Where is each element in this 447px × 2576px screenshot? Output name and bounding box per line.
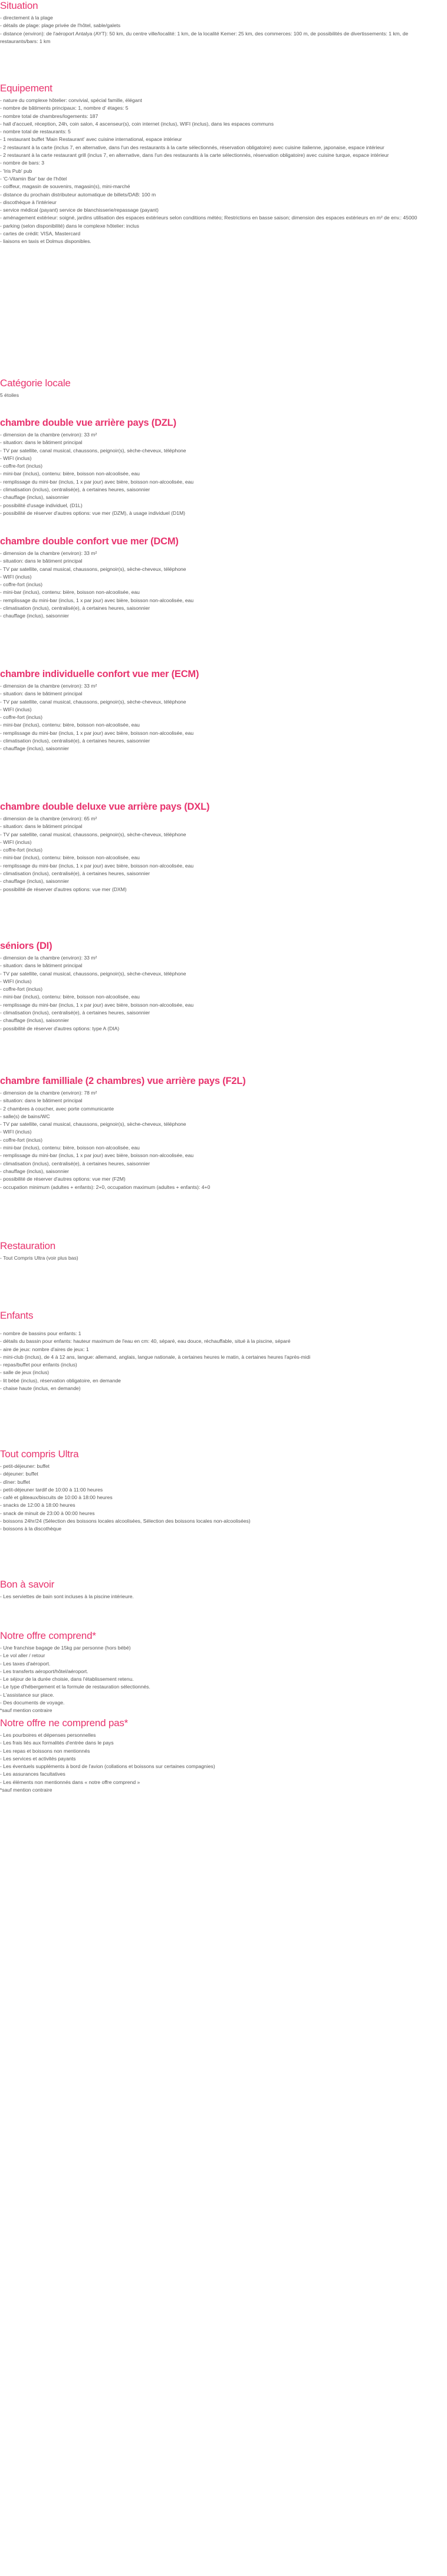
text-line: - climatisation (inclus), centralisé(e), à certaines heures, saisonnier bbox=[0, 1010, 150, 1016]
text-line: - situation: dans le bâtiment principal bbox=[0, 558, 83, 564]
text-line: - boissons 24hr/24 (Sélection des boissons locales alcoolisées, Sélection des boissons locales non-alcoolisées) bbox=[0, 1518, 251, 1524]
text-line: - Une franchise bagage de 15kg par personne (hors bébé) bbox=[0, 1645, 131, 1651]
room-di-section bbox=[0, 940, 443, 1033]
text-line: - mini-bar (inclus), contenu: bière, boisson non-alcoolisée, eau bbox=[0, 471, 140, 477]
offre-ne-comprend-list bbox=[0, 1731, 443, 1794]
text-line: - Le type d'hébergement et la formule de restauration sélectionnés. bbox=[0, 1684, 150, 1690]
text-line: - WIFI (inclus) bbox=[0, 706, 32, 712]
text-line: - 'C-Vitamin Bar' bar de l'hôtel bbox=[0, 175, 67, 182]
categorie-section bbox=[0, 377, 443, 399]
text-line: - hall d'accueil, réception, 24h, coin salon, 4 ascenseur(s), coin internet (inclus), WIFI (inclus), dans les espaces communs bbox=[0, 120, 274, 127]
room-dzl-section bbox=[0, 417, 443, 517]
text-line: - distance (environ): de l'aéroport Antalya (AYT): 50 km, du centre ville/localité: 1 km, de la localité Kemer: 25 km, des commerces: 100 m, de possibilités de divertissements: 1 km, de restaurants/bars: 1 km bbox=[0, 30, 409, 44]
text-line: - chauffage (inclus), saisonnier bbox=[0, 1168, 69, 1174]
room-ecm-list bbox=[0, 682, 443, 753]
text-line: - coffre-fort (inclus) bbox=[0, 1136, 42, 1143]
text-line: - chauffage (inclus), saisonnier bbox=[0, 613, 69, 619]
bon-a-savoir-list bbox=[0, 1593, 443, 1601]
restauration-title: Restauration bbox=[0, 1240, 55, 1251]
text-line: - snacks de 12:00 à 18:00 heures bbox=[0, 1502, 75, 1509]
text-line: - possibilité de réserver d'autres options: vue mer (F2M) bbox=[0, 1176, 126, 1182]
text-line: - mini-club (inclus), de 4 à 12 ans, langue: allemand, anglais, langue nationale, à certaines heures le matin, à certaines heures l'après-midi bbox=[0, 1353, 311, 1360]
text-line: - repas/buffet pour enfants (inclus) bbox=[0, 1362, 77, 1368]
text-line: - TV par satellite, canal musical, chaussons, peignoir(s), sèche-cheveux, téléphone bbox=[0, 970, 186, 977]
text-line: - dimension de la chambre (environ): 78 m² bbox=[0, 1090, 97, 1096]
text-line: - salle(s) de bains/WC bbox=[0, 1113, 50, 1119]
text-line: - climatisation (inclus), centralisé(e), à certaines heures, saisonnier bbox=[0, 1160, 150, 1167]
text-line: - petit-déjeuner tardif de 10:00 à 11:00 heures bbox=[0, 1486, 103, 1493]
equipement-section bbox=[0, 83, 443, 246]
text-line: - détails de plage: plage privée de l'hôtel, sable/galets bbox=[0, 22, 121, 29]
text-line: - situation: dans le bâtiment principal bbox=[0, 962, 83, 969]
text-line: - snack de minuit de 23:00 à 00:00 heures bbox=[0, 1510, 95, 1516]
text-line: - coiffeur, magasin de souvenirs, magasin(s), mini-marché bbox=[0, 183, 130, 190]
text-line: - chauffage (inclus), saisonnier bbox=[0, 745, 69, 752]
categorie-title: Catégorie locale bbox=[0, 377, 71, 389]
room-ecm-title: chambre individuelle confort vue mer (ECM) bbox=[0, 669, 199, 679]
text-line: - détails du bassin pour enfants: hauteur maximum de l'eau en cm: 40, séparé, eau douce, réchauffable, situé à la piscine, séparé bbox=[0, 1338, 291, 1345]
text-line: - possibilité d'usage individuel, (D1L) bbox=[0, 502, 83, 508]
room-dzl-title: chambre double vue arrière pays (DZL) bbox=[0, 418, 176, 428]
text-line: - dîner: buffet bbox=[0, 1478, 30, 1485]
text-line: - petit-déjeuner: buffet bbox=[0, 1463, 50, 1469]
text-line: - boissons à la discothèque bbox=[0, 1526, 62, 1532]
enfants-list bbox=[0, 1330, 443, 1392]
text-line: - chauffage (inclus), saisonnier bbox=[0, 1017, 69, 1024]
text-line: - remplissage du mini-bar (inclus, 1 x par jour) avec bière, boisson non-alcoolisée, eau bbox=[0, 478, 194, 485]
equipement-list bbox=[0, 97, 443, 246]
text-line: - dimension de la chambre (environ): 33 m² bbox=[0, 432, 97, 438]
room-dcm-title: chambre double confort vue mer (DCM) bbox=[0, 536, 179, 547]
text-line: - Les serviettes de bain sont incluses à la piscine intérieure. bbox=[0, 1593, 134, 1599]
text-line: - 2 restaurant à la carte restaurant grill (inclus 7, en alternative, dans l'un des restaurants à la carte sélectionnés, réservation obligatoire) avec cuisine turque, espace intérieur bbox=[0, 152, 389, 159]
room-dxl-section bbox=[0, 801, 443, 893]
room-f2l-section bbox=[0, 1075, 443, 1191]
text-line: - coffre-fort (inclus) bbox=[0, 463, 42, 469]
text-line: - parking (selon disponibilité) dans le complexe hôtelier: inclus bbox=[0, 222, 139, 229]
text-line: - Les services et activités payants bbox=[0, 1755, 76, 1762]
text-line: - situation: dans le bâtiment principal bbox=[0, 1098, 83, 1104]
tout-compris-section bbox=[0, 1448, 443, 1533]
text-line: - climatisation (inclus), centralisé(e), à certaines heures, saisonnier bbox=[0, 870, 150, 877]
text-line: - café et gâteaux/biscuits de 10:00 à 18:00 heures bbox=[0, 1494, 113, 1501]
text-line: - Tout Compris Ultra (voir plus bas) bbox=[0, 1255, 78, 1261]
text-line: - mini-bar (inclus), contenu: bière, boisson non-alcoolisée, eau bbox=[0, 994, 140, 1000]
text-line: - service médical (payant) service de blanchisserie/repassage (payant) bbox=[0, 207, 159, 213]
text-line: - WIFI (inclus) bbox=[0, 839, 32, 845]
text-line: - L'assistance sur place. bbox=[0, 1691, 54, 1698]
text-line: - coffre-fort (inclus) bbox=[0, 714, 42, 721]
text-line: - coffre-fort (inclus) bbox=[0, 581, 42, 588]
restauration-list bbox=[0, 1254, 443, 1262]
text-line: - remplissage du mini-bar (inclus, 1 x par jour) avec bière, boisson non-alcoolisée, eau bbox=[0, 862, 194, 869]
text-line: - remplissage du mini-bar (inclus, 1 x par jour) avec bière, boisson non-alcoolisée, eau bbox=[0, 730, 194, 736]
bon-a-savoir-title: Bon à savoir bbox=[0, 1579, 55, 1590]
room-f2l-list bbox=[0, 1089, 443, 1191]
text-line: - Les taxes d'aéroport. bbox=[0, 1660, 51, 1667]
text-line: - possibilité de réserver d'autres options: vue mer (DZM), à usage individuel (D1M) bbox=[0, 510, 186, 516]
text-line: - situation: dans le bâtiment principal bbox=[0, 691, 83, 697]
text-line: - TV par satellite, canal musical, chaussons, peignoir(s), sèche-cheveux, téléphone bbox=[0, 447, 186, 454]
equipement-title: Equipement bbox=[0, 83, 52, 94]
text-line: - remplissage du mini-bar (inclus, 1 x par jour) avec bière, boisson non-alcoolisée, eau bbox=[0, 1001, 194, 1008]
text-line: - nombre total de chambres/logements: 187 bbox=[0, 113, 98, 119]
enfants-title: Enfants bbox=[0, 1310, 34, 1321]
text-line: - Des documents de voyage. bbox=[0, 1700, 65, 1706]
text-line: - Les assurances facultatives bbox=[0, 1771, 65, 1777]
text-line: - coffre-fort (inclus) bbox=[0, 986, 42, 993]
text-line: - WIFI (inclus) bbox=[0, 573, 32, 580]
text-line: - climatisation (inclus), centralisé(e), à certaines heures, saisonnier bbox=[0, 487, 150, 493]
room-dxl-title: chambre double deluxe vue arrière pays (DXL) bbox=[0, 801, 210, 812]
text-line: - nombre de bassins pour enfants: 1 bbox=[0, 1330, 81, 1336]
text-line: - WIFI (inclus) bbox=[0, 978, 32, 984]
text-line: - déjeuner: buffet bbox=[0, 1471, 38, 1477]
text-line: - Les frais liés aux formalités d'entrée dans le pays bbox=[0, 1740, 114, 1746]
text-line: - possibilité de réserver d'autres options: type A (DIA) bbox=[0, 1025, 120, 1031]
text-line: - dimension de la chambre (environ): 33 m² bbox=[0, 683, 97, 689]
text-line: - Les éventuels suppléments à bord de l'avion (collations et boissons sur certaines compagnies) bbox=[0, 1763, 215, 1770]
tout-compris-title: Tout compris Ultra bbox=[0, 1448, 79, 1460]
text-line: - situation: dans le bâtiment principal bbox=[0, 823, 83, 830]
text-line: - liaisons en taxis et Dolmus disponibles. bbox=[0, 238, 91, 245]
text-line: - dimension de la chambre (environ): 33 m² bbox=[0, 550, 97, 556]
text-line: - mini-bar (inclus), contenu: bière, boisson non-alcoolisée, eau bbox=[0, 1145, 140, 1151]
text-line: - Les éléments non mentionnés dans « notre offre comprend » bbox=[0, 1779, 140, 1785]
text-line: - remplissage du mini-bar (inclus, 1 x par jour) avec bière, boisson non-alcoolisée, eau bbox=[0, 597, 194, 603]
text-line: *sauf mention contraire bbox=[0, 1707, 52, 1714]
offre-comprend-title: Notre offre comprend* bbox=[0, 1630, 96, 1641]
text-line: - aire de jeux: nombre d'aires de jeux: 1 bbox=[0, 1346, 89, 1352]
text-line: - mini-bar (inclus), contenu: bière, boisson non-alcoolisée, eau bbox=[0, 722, 140, 728]
enfants-section bbox=[0, 1310, 443, 1392]
situation-title: Situation bbox=[0, 0, 38, 11]
tout-compris-list bbox=[0, 1463, 443, 1533]
text-line: 5 étoiles bbox=[0, 392, 19, 398]
text-line: - remplissage du mini-bar (inclus, 1 x par jour) avec bière, boisson non-alcoolisée, eau bbox=[0, 1152, 194, 1159]
text-line: - 2 restaurant à la carte (inclus 7, en alternative, dans l'un des restaurants à la carte sélectionnés, réservation obligatoire) avec cuisine italienne, japonaise, espace intérieur bbox=[0, 144, 384, 150]
text-line: - mini-bar (inclus), contenu: bière, boisson non-alcoolisée, eau bbox=[0, 589, 140, 596]
text-line: - nombre de bâtiments principaux: 1, nombre d' étages: 5 bbox=[0, 105, 129, 111]
restauration-section bbox=[0, 1240, 443, 1262]
text-line: - chauffage (inclus), saisonnier bbox=[0, 494, 69, 501]
text-line: - climatisation (inclus), centralisé(e), à certaines heures, saisonnier bbox=[0, 605, 150, 612]
text-line: - possibilité de réserver d'autres options: vue mer (DXM) bbox=[0, 886, 127, 892]
text-line: - WIFI (inclus) bbox=[0, 455, 32, 461]
text-line: - discothèque à l'intérieur bbox=[0, 199, 57, 205]
text-line: - chauffage (inclus), saisonnier bbox=[0, 878, 69, 885]
text-line: - lit bébé (inclus), réservation obligatoire, en demande bbox=[0, 1377, 121, 1384]
text-line: - dimension de la chambre (environ): 33 m² bbox=[0, 955, 97, 961]
text-line: - occupation minimum (adultes + enfants): 2+0, occupation maximum (adultes + enfants): 4+0 bbox=[0, 1184, 211, 1190]
text-line: - aménagement extérieur: soigné, jardins utilisation des espaces extérieurs selon conditions météo; Restrictions en basse saison; dimension des espaces extérieurs en m² de env.: 45000 bbox=[0, 215, 418, 221]
situation-list bbox=[0, 14, 443, 45]
text-line: - TV par satellite, canal musical, chaussons, peignoir(s), sèche-cheveux, téléphone bbox=[0, 566, 186, 572]
situation-section bbox=[0, 0, 443, 45]
text-line: - 1 restaurant buffet 'Main Restaurant' avec cuisine international, espace intérieur bbox=[0, 136, 182, 143]
bon-a-savoir-section bbox=[0, 1579, 443, 1601]
text-line: - mini-bar (inclus), contenu: bière, boisson non-alcoolisée, eau bbox=[0, 855, 140, 861]
text-line: - 'Iris Pub' pub bbox=[0, 167, 32, 174]
room-ecm-section bbox=[0, 668, 443, 753]
categorie-value bbox=[0, 392, 443, 399]
text-line: - nombre total de restaurants: 5 bbox=[0, 129, 71, 135]
text-line: - WIFI (inclus) bbox=[0, 1129, 32, 1135]
text-line: - chaise haute (inclus, en demande) bbox=[0, 1385, 81, 1392]
room-dcm-section bbox=[0, 535, 443, 620]
text-line: - situation: dans le bâtiment principal bbox=[0, 439, 83, 446]
text-line: - Le séjour de la durée choisie, dans l'établissement retenu. bbox=[0, 1676, 134, 1683]
offre-ne-comprend-section bbox=[0, 1717, 443, 1794]
room-dcm-list bbox=[0, 550, 443, 620]
text-line: - Les transferts aéroport/hôtel/aéroport. bbox=[0, 1668, 88, 1674]
text-line: - distance du prochain distributeur automatique de billets/DAB: 100 m bbox=[0, 191, 156, 198]
text-line: - salle de jeux (inclus) bbox=[0, 1369, 50, 1376]
text-line: - TV par satellite, canal musical, chaussons, peignoir(s), sèche-cheveux, téléphone bbox=[0, 831, 186, 837]
text-line: - climatisation (inclus), centralisé(e), à certaines heures, saisonnier bbox=[0, 738, 150, 744]
text-line: - Les repas et boissons non mentionnés bbox=[0, 1747, 90, 1754]
text-line: - cartes de crédit: VISA, Mastercard bbox=[0, 231, 81, 237]
text-line: - Le vol aller / retour bbox=[0, 1652, 45, 1659]
room-f2l-title: chambre familliale (2 chambres) vue arrière pays (F2L) bbox=[0, 1076, 246, 1086]
text-line: - nature du complexe hôtelier: convivial, spécial famille, élégant bbox=[0, 97, 142, 103]
text-line: - nombre de bars: 3 bbox=[0, 160, 44, 166]
text-line: - dimension de la chambre (environ): 65 m² bbox=[0, 816, 97, 822]
offre-comprend-section bbox=[0, 1630, 443, 1715]
offre-ne-comprend-title: Notre offre ne comprend pas* bbox=[0, 1717, 129, 1729]
text-line: *sauf mention contraire bbox=[0, 1787, 52, 1793]
text-line: - TV par satellite, canal musical, chaussons, peignoir(s), sèche-cheveux, téléphone bbox=[0, 698, 186, 705]
text-line: - directement à la plage bbox=[0, 15, 53, 21]
offre-comprend-list bbox=[0, 1644, 443, 1715]
room-di-list bbox=[0, 954, 443, 1033]
text-line: - TV par satellite, canal musical, chaussons, peignoir(s), sèche-cheveux, téléphone bbox=[0, 1121, 186, 1128]
room-dxl-list bbox=[0, 815, 443, 893]
text-line: - Les pourboires et dépenses personnelles bbox=[0, 1732, 96, 1738]
text-line: - 2 chambres à coucher, avec porte communicante bbox=[0, 1105, 114, 1112]
text-line: - coffre-fort (inclus) bbox=[0, 847, 42, 853]
room-di-title: séniors (DI) bbox=[0, 941, 52, 951]
room-dzl-list bbox=[0, 431, 443, 517]
